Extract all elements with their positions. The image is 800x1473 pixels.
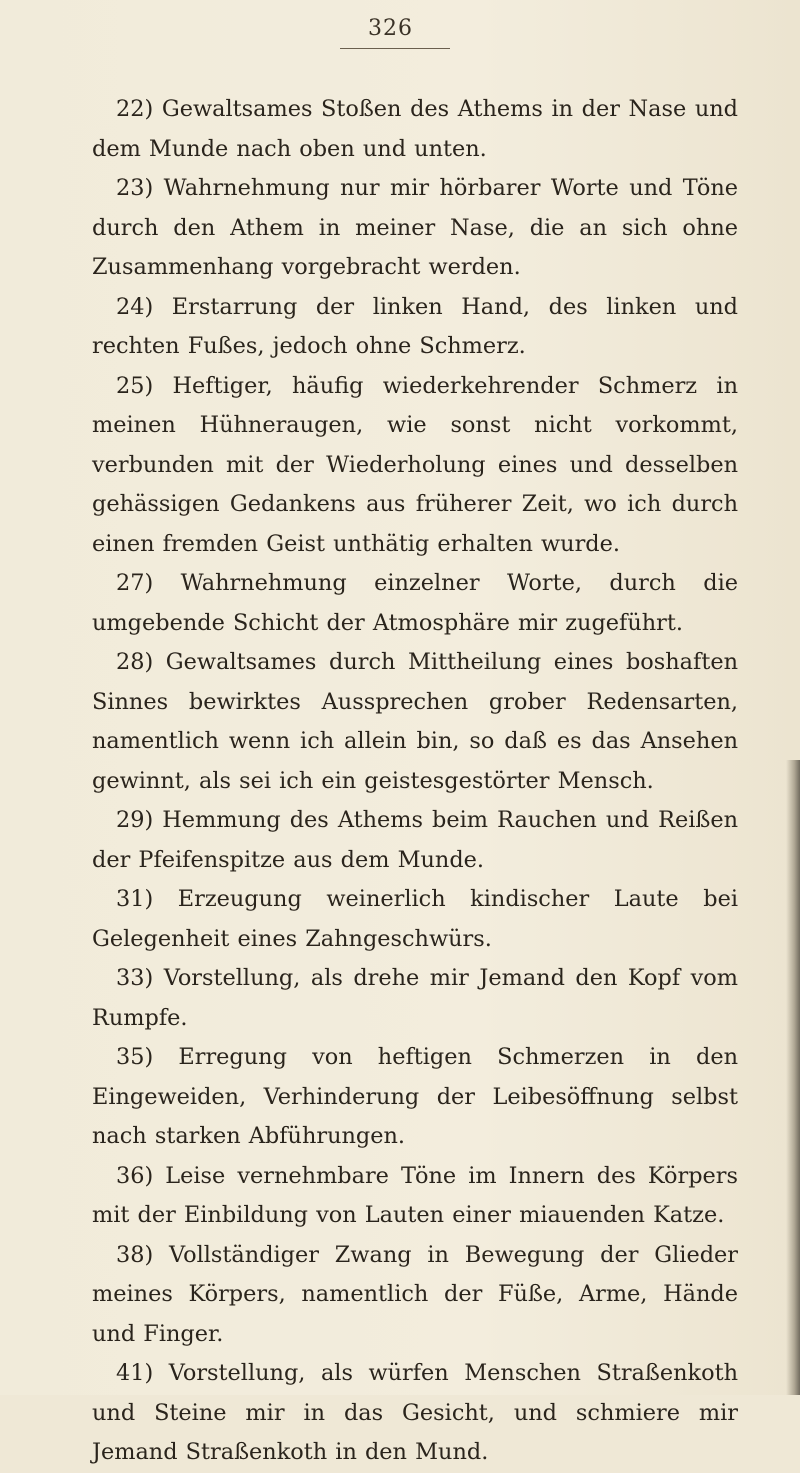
entry-38: 38) Vollständiger Zwang in Bewegung der Glieder meines Körpers, namentlich der Füße, Arme, Hände und Finger. xyxy=(92,1241,738,1347)
entry-28: 28) Gewaltsames durch Mittheilung eines boshaften Sinnes bewirktes Aussprechen grober Redensarten, namentlich wenn ich allein bin, so daß es das Ansehen gewinnt, als sei ich ein geistesgestörter Mensch. xyxy=(92,649,738,794)
entry-31: 31) Erzeugung weinerlich kindischer Laute bei Gelegenheit eines Zahngeschwürs. xyxy=(92,886,738,952)
entry-27: 27) Wahrnehmung einzelner Worte, durch die umgebende Schicht der Atmosphäre mir zugeführt. xyxy=(92,570,738,636)
entry-41: 41) Vorstellung, als würfen Menschen Straßenkoth und Steine mir in das Gesicht, und schmiere mir Jemand Straßenkoth in den Mund. xyxy=(92,1360,738,1465)
entry-24: 24) Erstarrung der linken Hand, des linken und rechten Fußes, jedoch ohne Schmerz. xyxy=(92,293,738,359)
entry-23: 23) Wahrnehmung nur mir hörbarer Worte und Töne durch den Athem in meiner Nase, die an sich ohne Zusammenhang vorgebracht werden. xyxy=(92,175,738,280)
entry-25: 25) Heftiger, häufig wiederkehrender Schmerz in meinen Hühneraugen, wie sonst nicht vorkommt, verbunden mit der Wiederholung eines und desselben gehässigen Gedankens aus früherer Zeit, wo ich durch einen fremden Geist unthätig erhalten wurde. xyxy=(92,372,738,557)
header-rule xyxy=(340,48,450,49)
entry-22: 22) Gewaltsames Stoßen des Athems in der Nase und dem Munde nach oben und unten. xyxy=(92,96,738,162)
entry-35: 35) Erregung von heftigen Schmerzen in den Eingeweiden, Verhinderung der Leibesöffnung selbst nach starken Abführungen. xyxy=(92,1044,738,1149)
page-body xyxy=(92,90,738,1473)
page-number: 326 xyxy=(368,16,413,41)
entry-36: 36) Leise vernehmbare Töne im Innern des Körpers mit der Einbildung von Lauten einer miauenden Katze. xyxy=(92,1162,738,1228)
page-edge-shadow xyxy=(786,760,800,1395)
entry-33: 33) Vorstellung, als drehe mir Jemand den Kopf vom Rumpfe. xyxy=(92,965,738,1031)
entry-29: 29) Hemmung des Athems beim Rauchen und Reißen der Pfeifenspitze aus dem Munde. xyxy=(92,807,738,873)
